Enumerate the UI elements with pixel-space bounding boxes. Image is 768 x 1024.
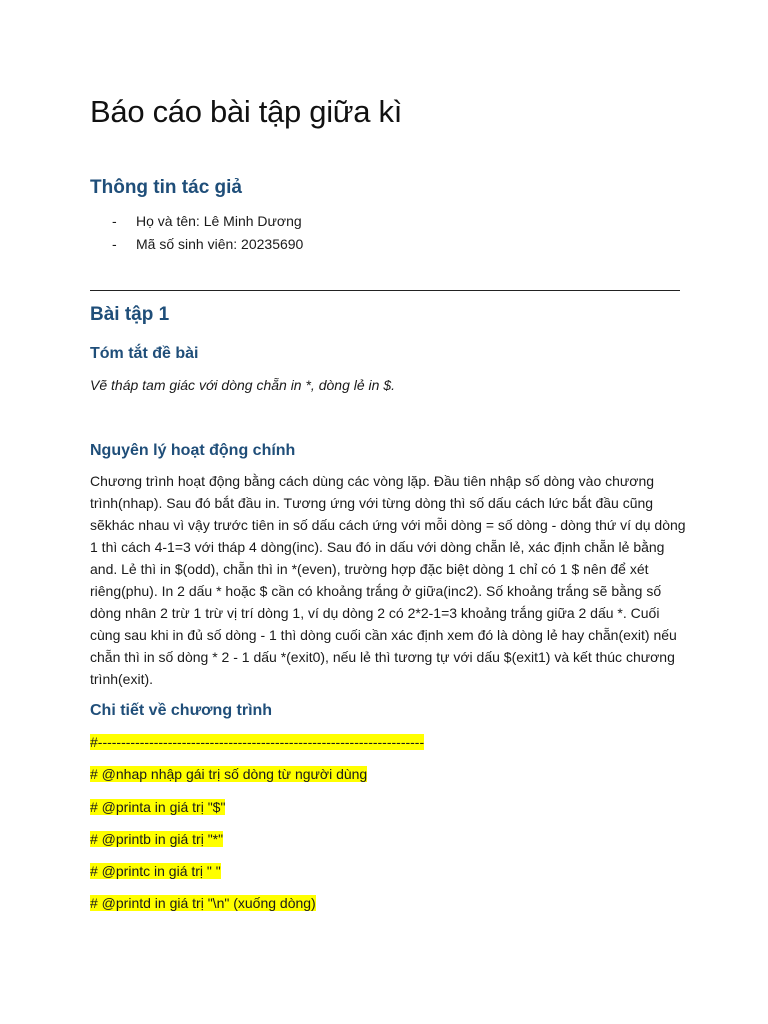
- code-line: [90, 894, 316, 912]
- code-line-text: # @printb in giá trị "*": [90, 831, 224, 847]
- code-line-text: # @printa in giá trị "$": [90, 799, 226, 815]
- details-heading: Chi tiết về chương trình: [90, 702, 273, 719]
- code-line: [90, 798, 225, 816]
- bullet-dash: -: [112, 236, 117, 252]
- principle-paragraph: Chương trình hoạt động bằng cách dùng các vòng lặp. Đầu tiên nhập số dòng vào chương trình(nhap). Sau đó bắt đầu in. Tương ứng với từng dòng thì số dấu cách lức bắt đầu cũng sẽkhác nhau vì vậy trước tiên in số dấu cách ứng với mỗi dòng = số dòng - dòng thứ ví dụ dòng 1 thì cách 4-1=3 với tháp 4 dòng(inc). Sau đó in dấu với dòng chẵn lẻ, xác định chẵn lẻ bằng and. Lẻ thì in $(odd), chẵn thì in *(even), trường hợp đặc biệt dòng 1 chỉ có 1 $ nên để xét riêng(phu). In 2 dấu * hoặc $ cần có khoảng trắng ở giữa(inc2). Số khoảng trắng sẽ bằng số dòng nhân 2 trừ 1 trừ vị trí dòng 1, ví dụ dòng 2 có 2*2-1=3 khoảng trắng giữa 2 dấu *. Cuối cùng sau khi in đủ số dòng - 1 thì dòng cuối cần xác định xem đó là dòng lẻ hay chẵn(exit) nếu chẵn thì in số dòng * 2 - 1 dấu *(exit0), nếu lẻ thì tương tự với dấu $(exit1) và kết thúc chương trình(exit).: [90, 473, 686, 687]
- list-item: [112, 212, 303, 235]
- code-line: [90, 862, 221, 880]
- code-line-text: # @printd in giá trị "\n" (xuống dòng): [90, 895, 316, 911]
- code-line: [90, 765, 367, 783]
- bullet-dash: -: [112, 213, 117, 229]
- author-name: Họ và tên: Lê Minh Dương: [136, 213, 302, 229]
- exercise-heading: Bài tập 1: [90, 304, 170, 325]
- code-line: [90, 830, 223, 848]
- code-line-text: # @printc in giá trị " ": [90, 863, 221, 879]
- student-id: Mã số sinh viên: 20235690: [136, 236, 304, 252]
- document-title: Báo cáo bài tập giữa kì: [90, 94, 403, 129]
- author-section-heading: Thông tin tác giả: [90, 177, 242, 198]
- author-info-list: [112, 212, 303, 258]
- horizontal-divider: [90, 290, 680, 291]
- principle-heading: Nguyên lý hoạt động chính: [90, 442, 296, 459]
- code-line-text: #----------------------------------------------------------------------: [90, 734, 425, 750]
- list-item: [112, 235, 303, 258]
- summary-text: Vẽ tháp tam giác với dòng chẵn in *, dòng lẻ in $.: [90, 377, 395, 393]
- summary-heading: Tóm tắt đề bài: [90, 345, 199, 362]
- code-line-text: # @nhap nhập gái trị số dòng từ người dùng: [90, 766, 368, 782]
- code-line: [90, 733, 424, 751]
